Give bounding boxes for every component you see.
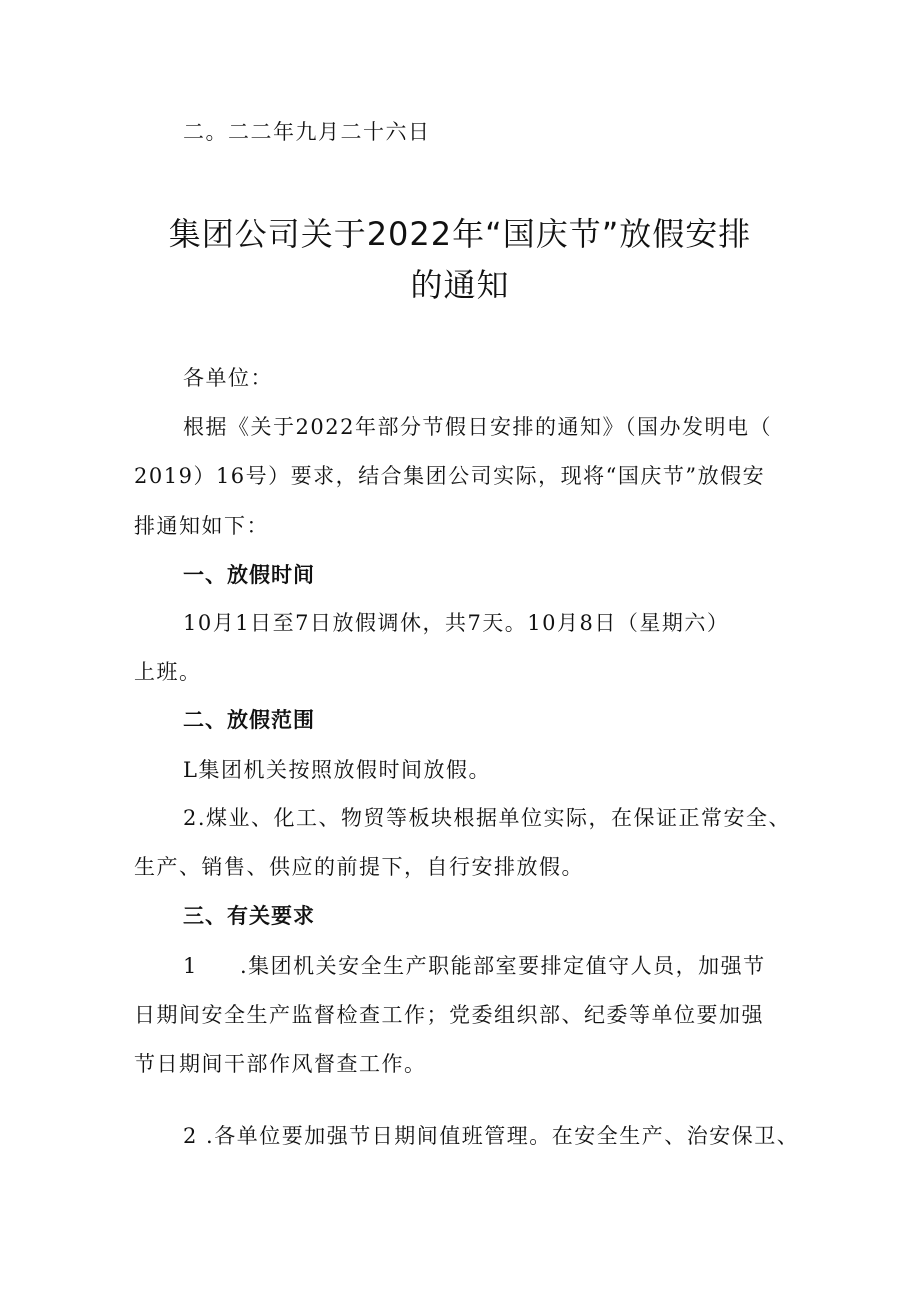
holiday-scope-item-1: L集团机关按照放假时间放假。 xyxy=(183,758,491,782)
requirements-item-1-number: 1 xyxy=(183,954,198,978)
document-title-line2: 的通知 xyxy=(410,266,510,304)
requirements-item-1-line-2: 日期间安全生产监督检查工作；党委组织部、纪委等单位要加强 xyxy=(134,1003,764,1027)
holiday-time-line-1: 10月1日至7日放假调休，共7天。10月8日（星期六） xyxy=(183,611,730,635)
section-heading-requirements: 三、有关要求 xyxy=(183,904,315,928)
holiday-time-line-2: 上班。 xyxy=(134,660,202,684)
intro-line-2: 2019）16号）要求，结合集团公司实际，现将“国庆节”放假安 xyxy=(134,464,766,488)
holiday-scope-item-2-line-2: 生产、销售、供应的前提下，自行安排放假。 xyxy=(134,855,584,879)
intro-line-3: 排通知如下： xyxy=(134,514,269,538)
intro-line-1: 根据《关于2022年部分节假日安排的通知》（国办发明电（ xyxy=(183,415,772,439)
date-line: 二。二二年九月二十六日 xyxy=(183,120,431,144)
document-title-line1: 集团公司关于2022年“国庆节”放假安排 xyxy=(168,215,752,253)
salutation: 各单位： xyxy=(183,366,273,390)
section-heading-holiday-scope: 二、放假范围 xyxy=(183,708,315,732)
section-heading-holiday-time: 一、放假时间 xyxy=(183,563,315,587)
requirements-item-1-line-1: .集团机关安全生产职能部室要排定值守人员，加强节 xyxy=(240,954,766,978)
holiday-scope-item-2-line-1: 2.煤业、化工、物贸等板块根据单位实际，在保证正常安全、 xyxy=(183,806,792,830)
requirements-item-1-line-3: 节日期间干部作风督查工作。 xyxy=(134,1052,427,1076)
requirements-item-2-line-1: 2 .各单位要加强节日期间值班管理。在安全生产、治安保卫、 xyxy=(183,1124,800,1148)
